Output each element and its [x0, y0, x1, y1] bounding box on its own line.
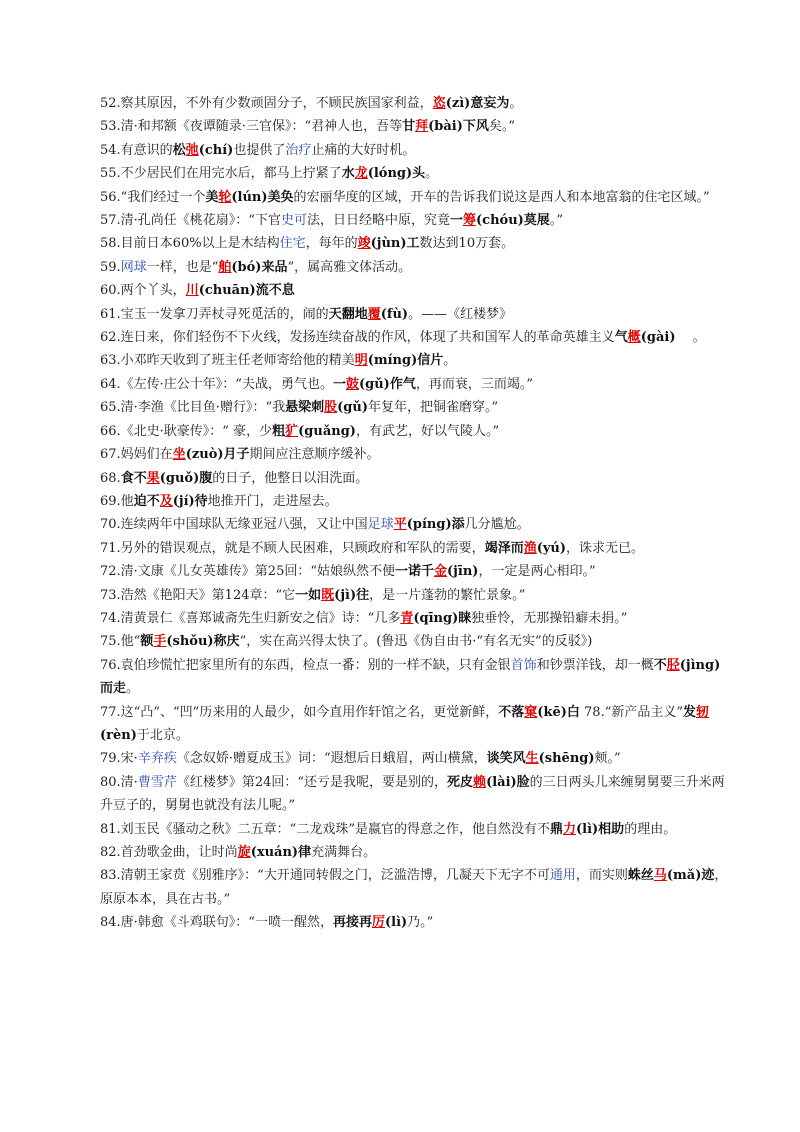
text-segment: 71.另外的错误观点，就是不顾人民困难，只顾政府和军队的需要，: [100, 540, 485, 556]
text-segment: ，而实则: [575, 868, 628, 884]
entry-line: [100, 490, 730, 513]
text-segment: 78.“新产品主义”: [579, 704, 683, 720]
entry-line: [100, 303, 730, 326]
text-segment: 的宏丽华度的区域，开车的告诉我们说这是西人和本地富翁的住宅区域。”: [293, 189, 710, 205]
text-segment: 55.不少居民们在用完水后，都马上拧紧了: [100, 166, 342, 182]
entry-line: [100, 115, 730, 138]
text-segment: 84.唐·韩愈《斗鸡联句》：“一喷一醒然，: [100, 915, 333, 931]
bold-text: (bài)下风: [428, 119, 489, 135]
bold-text: (jìng)而走: [100, 657, 721, 697]
bold-text: 不落: [498, 704, 525, 720]
entry-line: [100, 279, 730, 302]
bold-text: (bó)来品: [231, 259, 288, 275]
bold-text: 蛛丝: [627, 868, 654, 884]
bold-text: 额: [140, 634, 154, 650]
bold-text: (lài)脸: [486, 774, 530, 790]
text-segment: 80.清·: [100, 774, 138, 790]
highlighted-character: 股: [324, 400, 338, 416]
bold-text: 悬梁刺: [285, 400, 325, 416]
text-segment: 57.清·孔尚任《桃花扇》：“下官: [100, 213, 281, 229]
entry-line: [100, 443, 730, 466]
text-segment: 62.连日来，你们轻伤不下火线，发扬连续奋战的作风，体现了共和国军人的革命英雄主义: [100, 330, 615, 346]
text-segment: 82.首劲歌金曲，让时尚: [100, 845, 238, 860]
text-segment: 一样，也是“: [146, 259, 219, 275]
bold-text: (zì)意妄为: [445, 96, 510, 111]
text-segment: 。: [443, 353, 457, 369]
highlighted-character: 筹: [463, 213, 477, 229]
highlighted-character: 覆: [367, 306, 381, 322]
bold-text: 水: [341, 166, 355, 182]
text-segment: 的理由。: [624, 821, 677, 837]
entry-line: [100, 186, 730, 209]
entry-line: [100, 818, 730, 841]
text-segment: 81.刘玉民《骚动之秋》二五章：“二龙戏珠”是嬴官的得意之作，他自然没有不: [100, 821, 550, 837]
bold-text: (zuò)月子: [185, 447, 250, 463]
bold-text: (guǒ)腹: [159, 470, 213, 486]
text-segment: 数达到10万套。: [419, 236, 515, 252]
bold-text: (qīng)睐: [413, 610, 472, 626]
bold-text: 竭泽而: [484, 540, 524, 556]
text-segment: 年复年，把铜雀磨穿。”: [367, 400, 499, 416]
entry-line: [100, 747, 730, 770]
text-segment: 63.小邓昨天收到了班主任老师寄给他的精美: [100, 353, 355, 369]
text-segment: 法，日日经略中原，究竟: [306, 213, 450, 229]
highlighted-character: 弛: [185, 142, 199, 158]
text-segment: 。: [126, 681, 140, 697]
text-segment: 72.清·文康《儿女英雄传》第25回：“姑娘纵然不便: [100, 564, 395, 580]
text-segment: 52.察其原因，不外有少数顽固分子，不顾民族国家利益，: [100, 96, 433, 111]
text-segment: 。: [425, 166, 439, 182]
text-segment: 。”: [549, 213, 563, 229]
text-segment: 79.宋·: [100, 751, 138, 767]
highlighted-character: 犷: [285, 423, 299, 439]
text-segment: 。: [509, 96, 523, 111]
highlighted-character: 生: [525, 751, 539, 767]
text-segment: ，是一片蓬勃的繁忙景象。”: [369, 587, 526, 603]
highlighted-character: 赖: [473, 774, 487, 790]
bold-text: 气: [614, 330, 628, 346]
text-segment: 65.清·李渔《比目鱼·赠行》：“我: [100, 400, 286, 416]
link-text[interactable]: 网球: [120, 259, 147, 275]
bold-text: 甘: [402, 119, 416, 135]
link-text[interactable]: 首饰: [510, 657, 537, 673]
bold-text: (xuán)律: [250, 845, 312, 860]
text-segment: ，再而衰，三而竭。”: [415, 376, 533, 392]
bold-text: 美: [205, 189, 219, 205]
highlighted-character: 川: [185, 283, 199, 299]
bold-text: (kē)白: [537, 704, 580, 720]
bold-text: (gǔ)作气: [358, 376, 416, 392]
bold-text: (jùn)工: [370, 236, 420, 252]
text-segment: 73.浩然《艳阳天》第124章：“它: [100, 587, 296, 603]
link-text[interactable]: 住宅: [279, 236, 306, 252]
text-segment: ，一定是两心相印。”: [478, 564, 596, 580]
highlighted-character: 概: [627, 330, 641, 346]
text-segment: 矣。”: [488, 119, 516, 135]
highlighted-character: 窠: [524, 704, 538, 720]
highlighted-character: 明: [354, 353, 368, 369]
bold-text: 不: [653, 657, 667, 673]
bold-text: (lì): [384, 915, 408, 931]
entry-line: [100, 349, 730, 372]
text-segment: 61.宝玉一发拿刀弄杖寻死觅活的，闹的: [100, 306, 329, 322]
bold-text: (fù): [380, 306, 409, 322]
highlighted-character: 拜: [415, 119, 429, 135]
highlighted-character: 及: [159, 493, 173, 509]
text-segment: 的三日两头儿来缠舅舅要三升米两升豆子的，舅舅也就没有法儿呢。”: [100, 774, 725, 814]
text-segment: ，原原本本，具在古书。”: [100, 868, 728, 907]
text-segment: 64.《左传·庄公十年》：“夫战，勇气也。: [100, 376, 333, 392]
bold-text: (jīn): [447, 564, 479, 580]
bold-text: (mǎ)迹: [666, 868, 715, 884]
text-segment: 的日子，他整日以泪洗面。: [212, 470, 369, 486]
highlighted-character: 既: [321, 587, 335, 603]
entry-line: [100, 232, 730, 255]
bold-text: (gài): [640, 330, 676, 346]
text-segment: 期间应注意顺序缓补。: [249, 447, 380, 463]
entry-line: [100, 373, 730, 396]
bold-text: 一如: [295, 587, 322, 603]
text-segment: 70.连续两年中国球队无缘亚冠八强，又让中国: [100, 517, 368, 533]
highlighted-character: 果: [146, 470, 160, 486]
text-segment: 83.清朝王家贲《别雅序》：“大开通同转假之门，泛滥浩博，几凝天下无字不可: [100, 868, 550, 884]
bold-text: (chí): [198, 142, 234, 158]
entry-line: [100, 139, 730, 162]
text-segment: 。: [675, 330, 706, 346]
entry-line: [100, 841, 730, 864]
highlighted-character: 恣: [432, 96, 446, 111]
text-segment: 75.他“: [100, 634, 141, 650]
text-segment: 乃。”: [407, 915, 434, 931]
text-segment: 颊。”: [594, 751, 621, 767]
bold-text: (gǔ): [337, 400, 368, 416]
entry-line: [100, 911, 730, 934]
entry-line: [100, 560, 730, 583]
entry-line: [100, 256, 730, 279]
entry-line: [100, 162, 730, 185]
text-segment: 53.清·和邦额《夜谭随录·三官保》：“君神人也，吾等: [100, 119, 403, 135]
text-segment: 60.两个丫头，: [100, 283, 186, 299]
text-segment: 68.: [100, 470, 121, 486]
entry-line: [100, 396, 730, 419]
text-segment: 和钞票洋钱，却一概: [536, 657, 654, 673]
bold-text: (shǒu)称庆: [166, 634, 240, 650]
entry-line: [100, 537, 730, 560]
highlighted-character: 手: [153, 634, 167, 650]
highlighted-character: 金: [434, 564, 448, 580]
link-text[interactable]: 曹雪芹: [137, 774, 177, 790]
text-segment: 充满舞台。: [311, 845, 377, 860]
bold-text: 松: [172, 142, 186, 158]
highlighted-character: 坐: [172, 447, 186, 463]
bold-text: (yú): [536, 540, 567, 556]
highlighted-character: 马: [653, 868, 667, 884]
text-segment: 几分尴尬。: [464, 517, 530, 533]
text-segment: 。——《红楼梦》: [408, 306, 513, 322]
text-segment: 77.这“凸”、“凹”历来用的人最少，如今直用作轩馆之名，更觉新鲜，: [100, 704, 499, 720]
entry-line: [100, 92, 730, 115]
text-segment: 67.妈妈们在: [100, 447, 173, 463]
text-segment: 止痛的大好时机。: [311, 142, 416, 158]
entry-line: [100, 420, 730, 443]
entry-line: [100, 607, 730, 630]
highlighted-character: 平: [393, 517, 407, 533]
bold-text: 一: [449, 213, 463, 229]
text-segment: 74.清黄景仁《喜郑诚斋先生归新安之信》诗：“几多: [100, 610, 401, 626]
bold-text: (lì)相助: [576, 821, 625, 837]
entry-line: [100, 654, 730, 701]
text-segment: 59.: [100, 259, 121, 275]
text-segment: 也提供了: [233, 142, 286, 158]
entry-line: [100, 326, 730, 349]
bold-text: (míng)信片: [367, 353, 444, 369]
text-segment: ”，属高雅文体活动。: [287, 259, 412, 275]
bold-text: 一: [332, 376, 346, 392]
bold-text: 食不: [120, 470, 147, 486]
text-segment: 54.有意识的: [100, 142, 173, 158]
bold-text: (píng)添: [406, 517, 465, 533]
bold-text: (lóng)头: [367, 166, 426, 182]
text-segment: ，诛求无已。: [566, 540, 645, 556]
highlighted-character: 竣: [357, 236, 371, 252]
text-segment: 56.“我们经过一个: [100, 189, 206, 205]
bold-text: (guǎng): [298, 423, 356, 439]
bold-text: 再接再: [332, 915, 372, 931]
text-segment: 69.他: [100, 493, 134, 509]
link-text[interactable]: 治疗: [285, 142, 312, 158]
bold-text: 天翻地: [328, 306, 368, 322]
entry-line: [100, 513, 730, 536]
entry-line: [100, 771, 730, 818]
bold-text: (lún)美奂: [231, 189, 294, 205]
entry-line: [100, 864, 730, 911]
highlighted-character: 厉: [371, 915, 385, 931]
bold-text: (chóu)莫展: [476, 213, 550, 229]
highlighted-character: 龙: [354, 166, 368, 182]
bold-text: 粗: [272, 423, 286, 439]
link-text[interactable]: 辛弃疾: [137, 751, 177, 767]
bold-text: 发: [683, 704, 697, 720]
link-text[interactable]: 通用: [549, 868, 576, 884]
bold-text: (chuān)流不息: [198, 283, 295, 299]
bold-text: 鼎: [549, 821, 563, 837]
text-segment: ”，实在高兴得太快了。(鲁迅《伪自由书·“有名无实”的反驳》): [239, 634, 593, 650]
text-segment: 76.袁伯珍慌忙把家里所有的东西，检点一番：别的一样不缺，只有金银: [100, 657, 511, 673]
highlighted-character: 轫: [696, 704, 710, 720]
bold-text: 一诺千: [395, 564, 435, 580]
link-text[interactable]: 足球: [367, 517, 394, 533]
bold-text: (shēng): [538, 751, 595, 767]
entry-line: [100, 701, 730, 748]
document-body: [100, 92, 730, 935]
bold-text: 谈笑风: [486, 751, 526, 767]
entry-line: [100, 209, 730, 232]
entry-line: [100, 630, 730, 653]
bold-text: (rèn): [100, 704, 723, 743]
text-segment: 58.目前日本60%以上是木结构: [100, 236, 280, 252]
highlighted-character: 轮: [218, 189, 232, 205]
link-text[interactable]: 史可: [280, 213, 307, 229]
text-segment: 66.《北史·耿豪传》：“ 豪，少: [100, 423, 273, 439]
bold-text: (jí)待: [172, 493, 208, 509]
highlighted-character: 舶: [218, 259, 232, 275]
highlighted-character: 旋: [237, 845, 251, 860]
highlighted-character: 青: [400, 610, 414, 626]
highlighted-character: 胫: [666, 657, 680, 673]
bold-text: 死皮: [447, 774, 474, 790]
entry-line: [100, 584, 730, 607]
text-segment: 《红楼梦》第24回：“还亏是我呢，要是别的，: [176, 774, 448, 790]
text-segment: 地推开门，走进屋去。: [207, 493, 338, 509]
entry-line: [100, 467, 730, 490]
text-segment: ，每年的: [305, 236, 358, 252]
highlighted-character: 鼓: [345, 376, 359, 392]
bold-text: (jì)往: [334, 587, 370, 603]
text-segment: 于北京。: [136, 727, 189, 743]
highlighted-character: 力: [562, 821, 576, 837]
text-segment: 《念奴娇·赠夏成玉》词：“遐想后日蛾眉，两山横黛，: [176, 751, 487, 767]
text-segment: ，有武艺，好以气陵人。”: [355, 423, 500, 439]
text-segment: 独垂怜，无那操铅癖未捐。”: [471, 610, 628, 626]
highlighted-character: 渔: [523, 540, 537, 556]
bold-text: 迫不: [133, 493, 160, 509]
